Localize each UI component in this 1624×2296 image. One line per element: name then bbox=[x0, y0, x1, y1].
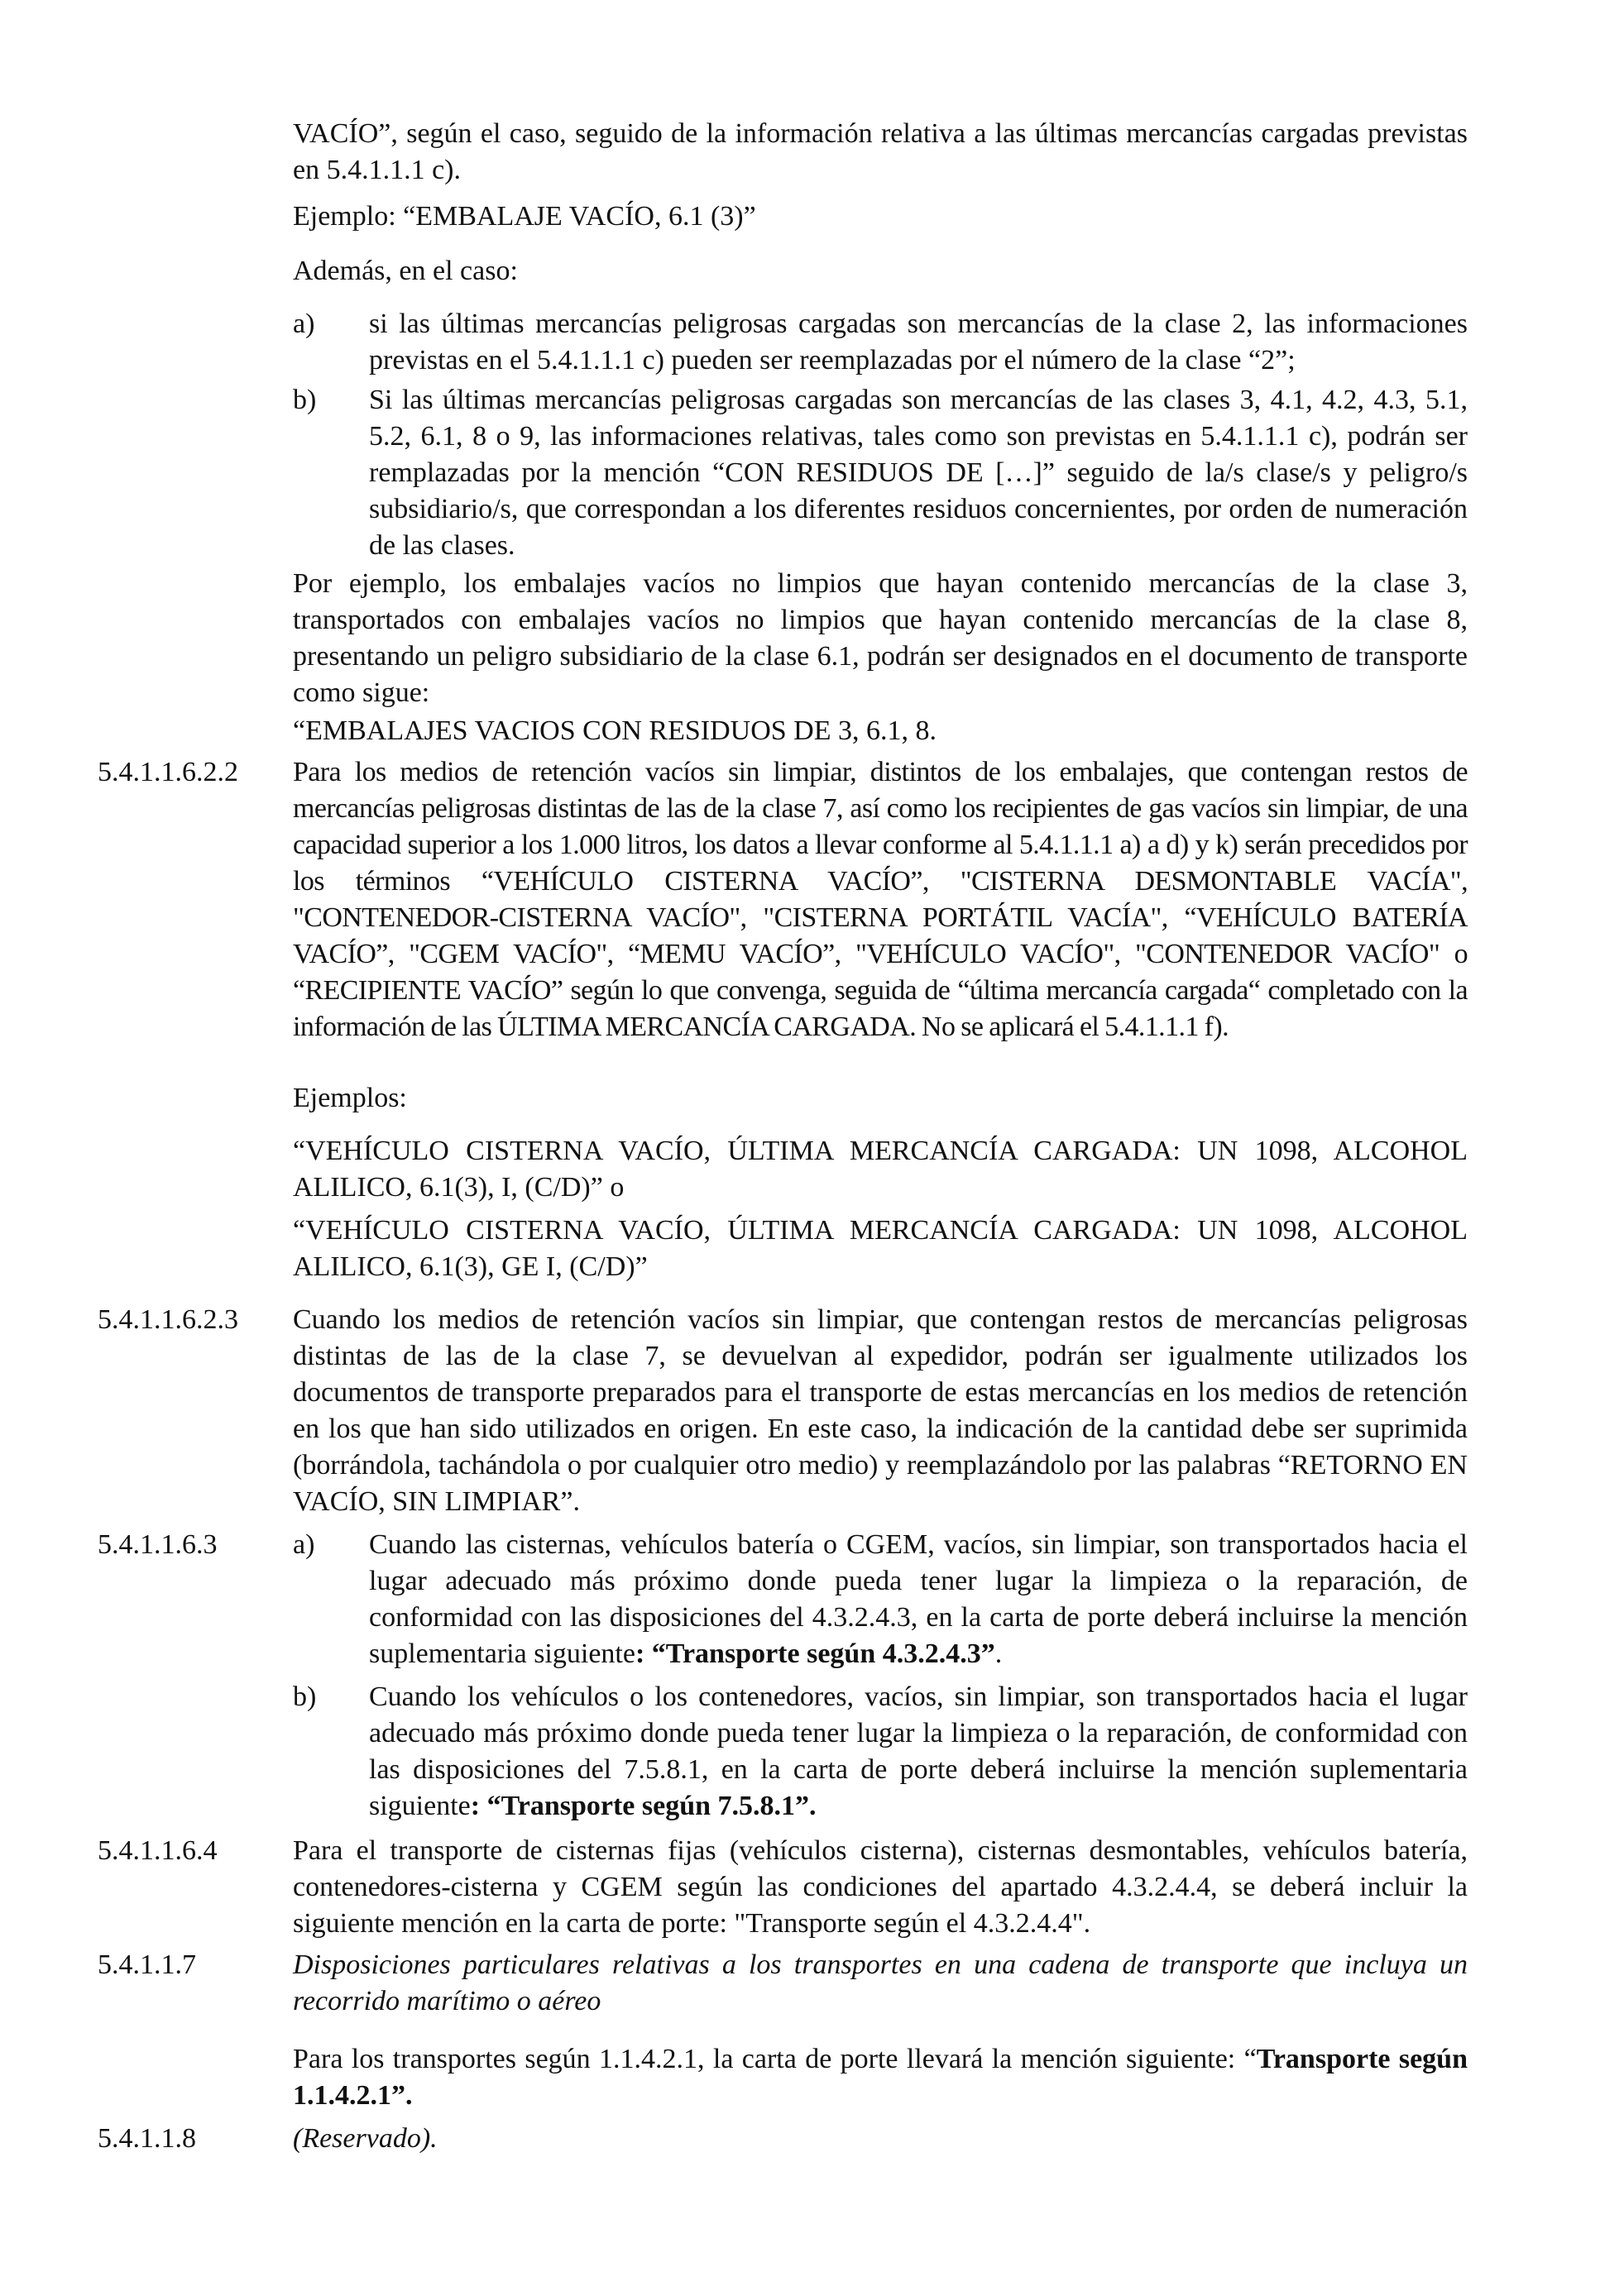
text-run: Cuando los vehículos o los contenedores, vacíos, sin limpiar, son transportados hacia el lugar adecuado más próximo donde pueda tener lugar la limpieza o la reparación, de conformidad con las disposiciones del 7.5.8.1, en la carta de porte deberá incluirse la mención suplementaria siguiente bbox=[369, 1681, 1468, 1821]
section-text-5-4-1-1-7 bbox=[293, 2041, 1468, 2114]
section-text-5-4-1-1-6-2-2: Para los medios de retención vacíos sin limpiar, distintos de los embalajes, que contengan restos de mercancías peligrosas distintas de las de la clase 7, así como los recipientes de gas vacíos sin limpiar, de una capacidad superior a los 1.000 litros, los datos a llevar conforme al 5.4.1.1.1 a) a d) y k) serán precedidos por los términos “VEHÍCULO CISTERNA VACÍO”, "CISTERNA DESMONTABLE VACÍA", "CONTENEDOR-CISTERNA VACÍO", "CISTERNA PORTÁTIL VACÍA", “VEHÍCULO BATERÍA VACÍO”, "CGEM VACÍO", “MEMU VACÍO”, "VEHÍCULO VACÍO", "CONTENEDOR VACÍO" o “RECIPIENTE VACÍO” según lo que convenga, seguida de “última mercancía cargada“ completado con la información de las ÚLTIMA MERCANCÍA CARGADA. No se aplicará el 5.4.1.1.1 f). bbox=[293, 757, 1468, 1042]
continuation-paragraph: VACÍO”, según el caso, seguido de la información relativa a las últimas mercancías cargadas previstas en 5.4.1.1.1 c). bbox=[293, 118, 1468, 185]
list-item-a: si las últimas mercancías peligrosas cargadas son mercancías de la clase 2, las informaciones previstas en el 5.4.1.1.1 c) pueden ser reemplazadas por el número de la clase “2”; bbox=[369, 309, 1468, 375]
bold-mention: : “Transporte según 4.3.2.4.3” bbox=[635, 1638, 995, 1669]
ejemplos-heading: Ejemplos: bbox=[293, 1083, 407, 1113]
section-title-5-4-1-1-7: Disposiciones particulares relativas a los transportes en una cadena de transporte que incluya un recorrido marítimo o aéreo bbox=[293, 1949, 1468, 2016]
text-run: Cuando las cisternas, vehículos batería o CGEM, vacíos, sin limpiar, son transportados hacia el lugar adecuado más próximo donde pueda tener lugar la limpieza o la reparación, de conformidad con las disposiciones del 4.3.2.4.3, en la carta de porte deberá incluirse la mención suplementaria siguiente bbox=[369, 1529, 1468, 1669]
section-number-5-4-1-1-6-2-2: 5.4.1.1.6.2.2 bbox=[98, 757, 238, 787]
example-line: Ejemplo: “EMBALAJE VACÍO, 6.1 (3)” bbox=[293, 201, 756, 232]
list-marker-b: b) bbox=[293, 385, 317, 415]
text-run: Para los transportes según 1.1.4.2.1, la carta de porte llevará la mención siguiente: “ bbox=[293, 2044, 1257, 2074]
example-paragraph: Por ejemplo, los embalajes vacíos no limpios que hayan contenido mercancías de la clase 3, transportados con embalajes vacíos no limpios que hayan contenido mercancías de la clase 8, presentando un peligro subsidiario de la clase 6.1, podrán ser designados en el documento de transporte como sigue: bbox=[293, 568, 1468, 708]
section-text-5-4-1-1-6-3-a bbox=[369, 1527, 1468, 1672]
ademas-line: Además, en el caso: bbox=[293, 256, 518, 286]
list-item-b: Si las últimas mercancías peligrosas cargadas son mercancías de las clases 3, 4.1, 4.2, 4.3, 5.1, 5.2, 6.1, 8 o 9, las informaciones relativas, tales como son previstas en 5.4.1.1.1 c), podrán ser remplazadas por la mención “CON RESIDUOS DE […]” seguido de la/s clase/s y peligro/s subsidiario/s, que correspondan a los diferentes residuos concernientes, por orden de numeración de las clases. bbox=[369, 385, 1468, 561]
section-number-5-4-1-1-6-3: 5.4.1.1.6.3 bbox=[98, 1529, 218, 1560]
bold-mention: : “Transporte según 7.5.8.1”. bbox=[470, 1791, 817, 1821]
section-text-5-4-1-1-6-4: Para el transporte de cisternas fijas (vehículos cisterna), cisternas desmontables, vehículos batería, contenedores-cisterna y CGEM según las condiciones del apartado 4.3.2.4.4, se deberá incluir la siguiente mención en la carta de porte: "Transporte según el 4.3.2.4.4". bbox=[293, 1835, 1468, 1939]
section-text-5-4-1-1-6-3-b bbox=[369, 1679, 1468, 1825]
embalajes-line: “EMBALAJES VACIOS CON RESIDUOS DE 3, 6.1, 8. bbox=[293, 715, 937, 746]
section-number-5-4-1-1-6-2-3: 5.4.1.1.6.2.3 bbox=[98, 1304, 238, 1335]
section-text-5-4-1-1-6-2-3: Cuando los medios de retención vacíos sin limpiar, que contengan restos de mercancías peligrosas distintas de las de la clase 7, se devuelvan al expedidor, podrán ser igualmente utilizados los documentos de transporte preparados para el transporte de estas mercancías en los medios de retención en los que han sido utilizados en origen. En este caso, la indicación de la cantidad debe ser suprimida (borrándola, tachándola o por cualquier otro medio) y reemplazándolo por las palabras “RETORNO EN VACÍO, SIN LIMPIAR”. bbox=[293, 1304, 1468, 1517]
section-number-5-4-1-1-8: 5.4.1.1.8 bbox=[98, 2123, 196, 2154]
list-marker-6-3-a: a) bbox=[293, 1529, 315, 1560]
section-text-5-4-1-1-8: (Reservado). bbox=[293, 2123, 438, 2154]
section-number-5-4-1-1-6-4: 5.4.1.1.6.4 bbox=[98, 1835, 218, 1866]
bold-mention: Transporte según 1.1.4.2.1”. bbox=[293, 2044, 1468, 2111]
list-marker-6-3-b: b) bbox=[293, 1681, 317, 1712]
example-2: “VEHÍCULO CISTERNA VACÍO, ÚLTIMA MERCANCÍA CARGADA: UN 1098, ALCOHOL ALILICO, 6.1(3), GE I, (C/D)” bbox=[293, 1215, 1468, 1282]
example-1: “VEHÍCULO CISTERNA VACÍO, ÚLTIMA MERCANCÍA CARGADA: UN 1098, ALCOHOL ALILICO, 6.1(3), I, (C/D)” o bbox=[293, 1136, 1468, 1203]
list-marker-a: a) bbox=[293, 309, 315, 339]
text-run: . bbox=[994, 1638, 1003, 1669]
section-number-5-4-1-1-7: 5.4.1.1.7 bbox=[98, 1949, 196, 1980]
